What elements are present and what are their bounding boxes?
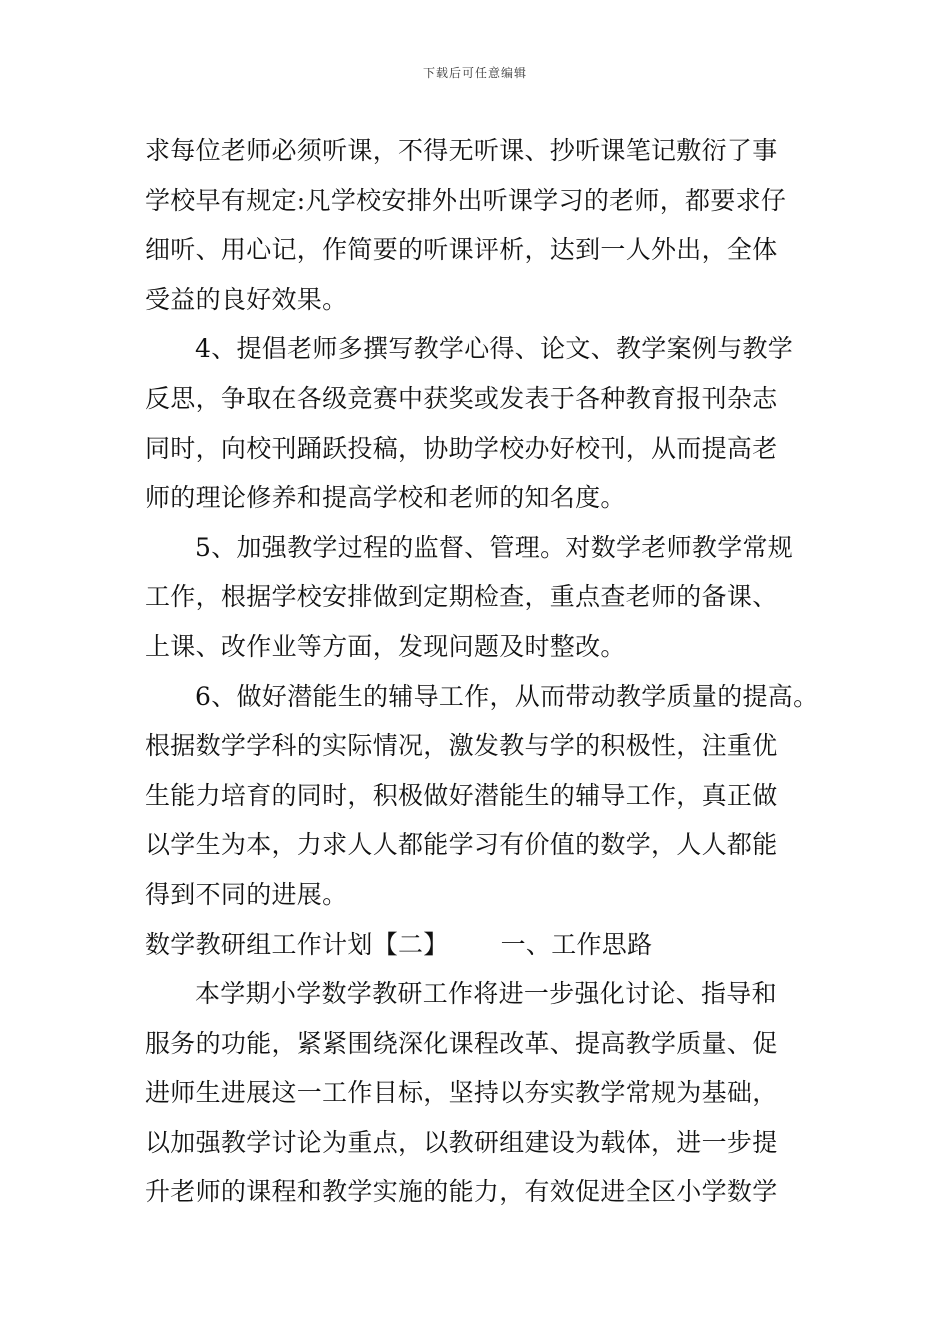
- section-heading-line: [145, 920, 835, 970]
- text-line: 根据数学学科的实际情况，激发教与学的积极性，注重优: [145, 731, 778, 761]
- plan-title: 数学教研组工作计划【二】: [145, 929, 449, 959]
- text-line: 上课、改作业等方面，发现问题及时整改。: [145, 631, 626, 661]
- text-line: 生能力培育的同时，积极做好潜能生的辅导工作，真正做: [145, 780, 778, 810]
- text-line: 4、提倡老师多撰写教学心得、论文、教学案例与教学: [195, 334, 794, 364]
- text-line: 受益的良好效果。: [145, 284, 348, 314]
- text-line: 以加强教学讨论为重点，以教研组建设为载体，进一步提: [145, 1127, 778, 1157]
- page-header-note: 下载后可任意编辑: [422, 66, 527, 80]
- text-line: 以学生为本，力求人人都能学习有价值的数学，人人都能: [145, 830, 778, 860]
- text-line: 学校早有规定:凡学校安排外出听课学习的老师，都要求仔: [145, 185, 787, 215]
- text-line: 6、做好潜能生的辅导工作，从而带动教学质量的提高。: [195, 681, 819, 711]
- section-heading: 一、工作思路: [500, 929, 653, 959]
- text-line: 服务的功能，紧紧围绕深化课程改革、提高教学质量、促: [145, 1028, 778, 1058]
- text-line: 得到不同的进展。: [145, 879, 348, 909]
- text-line: 进师生进展这一工作目标，坚持以夯实教学常规为基础，: [145, 1078, 778, 1108]
- text-line: 工作，根据学校安排做到定期检查，重点查老师的备课、: [145, 582, 778, 612]
- text-line: 升老师的课程和教学实施的能力，有效促进全区小学数学: [145, 1177, 778, 1207]
- text-line: 同时，向校刊踊跃投稿，协助学校办好校刊，从而提高老: [145, 433, 778, 463]
- document-body: [145, 126, 835, 1217]
- text-line: 本学期小学数学教研工作将进一步强化讨论、指导和: [195, 979, 777, 1009]
- text-line: 求每位老师必须听课，不得无听课、抄听课笔记敷衍了事: [145, 136, 778, 165]
- text-line: 5、加强教学过程的监督、管理。对数学老师教学常规: [195, 532, 794, 562]
- text-line: 反思，争取在各级竞赛中获奖或发表于各种教育报刊杂志: [145, 383, 778, 413]
- text-line: 师的理论修养和提高学校和老师的知名度。: [145, 483, 626, 513]
- text-line: 细听、用心记，作简要的听课评析，达到一人外出，全体: [145, 235, 778, 265]
